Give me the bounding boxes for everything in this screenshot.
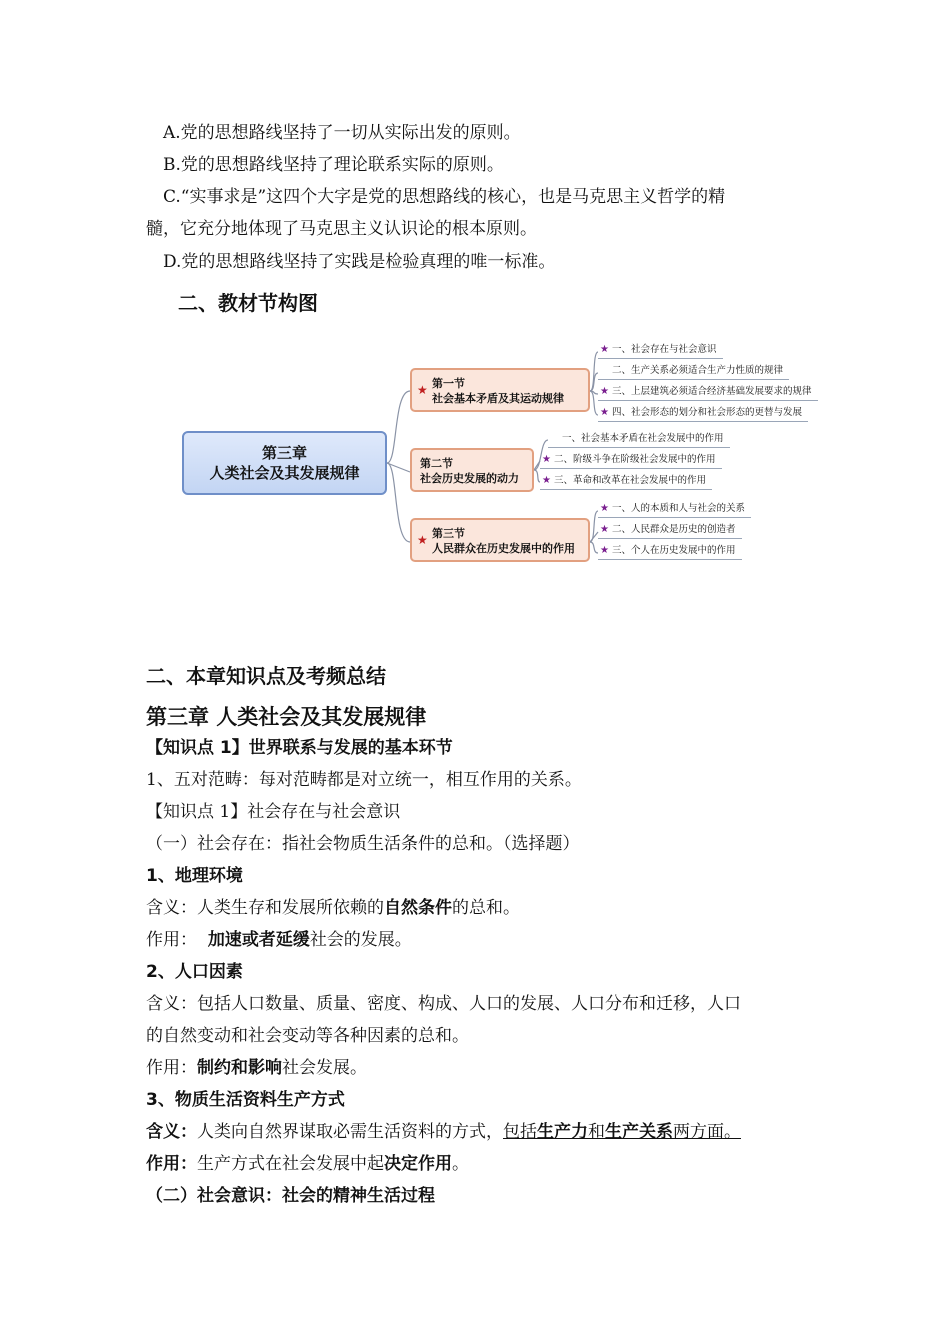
- root-line1: 第三章: [261, 444, 307, 462]
- geo-meaning-pre: 含义：人类生存和发展所依赖的: [146, 898, 384, 918]
- leaf-label: 一、人的本质和人与社会的关系: [612, 503, 746, 514]
- leaf-3-2: [598, 523, 742, 539]
- star-icon: ★: [542, 454, 551, 465]
- geo-use-post: 社会的发展。: [309, 930, 412, 950]
- star-icon: ★: [600, 524, 609, 535]
- star-icon: ★: [600, 503, 609, 514]
- leaf-label: 二、阶级斗争在阶级社会发展中的作用: [554, 454, 716, 465]
- prod-use: [146, 1152, 469, 1176]
- geo-meaning-post: 的总和。: [452, 898, 520, 918]
- section-2-line1: 第二节: [420, 457, 453, 470]
- pop-use-post: 社会发展。: [282, 1058, 367, 1078]
- geo-use: [146, 928, 412, 952]
- star-icon: ★: [417, 533, 428, 547]
- section-1-line1: 第一节: [432, 377, 465, 390]
- leaf-label: 一、社会存在与社会意识: [612, 344, 717, 355]
- leaf-label: 四、社会形态的划分和社会形态的更替与发展: [612, 407, 803, 418]
- geo-use-mid: 或者: [241, 930, 276, 950]
- prod-meaning-u1: 包括: [503, 1122, 537, 1142]
- social-consciousness-line: （二）社会意识：社会的精神生活过程: [146, 1186, 435, 1206]
- pop-use-bold: 制约和影响: [197, 1058, 282, 1078]
- root-line2: 人类社会及其发展规律: [209, 464, 360, 482]
- section-2: [410, 448, 534, 492]
- option-a: A.党的思想路线坚持了一切从实际出发的原则。: [163, 123, 521, 143]
- prod-use-bold: 决定作用: [384, 1154, 452, 1174]
- leaf-2-1: [548, 432, 730, 448]
- geo-meaning: [146, 896, 520, 920]
- section-1-line2: 社会基本矛盾及其运动规律: [432, 392, 564, 405]
- geo-use-pre: 作用：: [146, 930, 208, 950]
- leaf-1-3: [598, 385, 818, 401]
- star-icon: ★: [542, 475, 551, 486]
- leaf-label: 一、社会基本矛盾在社会发展中的作用: [562, 433, 724, 444]
- leaf-3-3: [598, 544, 742, 560]
- leaf-1-4: [598, 406, 808, 422]
- prod-meaning-u2: 和: [588, 1122, 605, 1142]
- leaf-1-2: [598, 364, 789, 380]
- leaf-label: 三、个人在历史发展中的作用: [612, 545, 736, 556]
- kp1-line: 1、五对范畴：每对范畴都是对立统一，相互作用的关系。: [146, 770, 582, 790]
- star-icon: ★: [417, 383, 428, 397]
- prod-meaning: [146, 1120, 741, 1144]
- section-3-line1: 第三节: [432, 527, 465, 540]
- pop-meaning-1: 含义：包括人口数量、质量、密度、构成、人口的发展、人口分布和迁移，人口: [146, 994, 741, 1014]
- prod-title: 3、物质生活资料生产方式: [146, 1090, 345, 1110]
- geo-title: 1、地理环境: [146, 866, 243, 886]
- geo-use-bold2: 延缓: [275, 930, 310, 950]
- chapter-mind-map: [178, 336, 838, 568]
- kp2-title: 【知识点 1】社会存在与社会意识: [146, 802, 401, 822]
- mind-map-root: [182, 431, 387, 495]
- prod-meaning-label: 含义：: [146, 1122, 197, 1142]
- option-c-line1: C.“实事求是”这四个大字是党的思想路线的核心，也是马克思主义哲学的精: [163, 187, 726, 207]
- leaf-2-3: [540, 474, 712, 490]
- section-2-line2: 社会历史发展的动力: [420, 472, 519, 485]
- prod-meaning-text: 人类向自然界谋取必需生活资料的方式，: [197, 1122, 503, 1142]
- leaf-label: 三、上层建筑必须适合经济基础发展要求的规律: [612, 386, 812, 397]
- section-3: [410, 518, 590, 562]
- geo-use-bold1: 加速: [207, 930, 242, 950]
- leaf-label: 三、革命和改革在社会发展中的作用: [554, 475, 707, 486]
- prod-meaning-u3: 两方面。: [673, 1122, 741, 1142]
- star-icon: ★: [600, 386, 609, 397]
- prod-use-post: 。: [452, 1154, 469, 1174]
- social-existence-line: （一）社会存在：指社会物质生活条件的总和。（选择题）: [146, 834, 580, 854]
- option-b: B.党的思想路线坚持了理论联系实际的原则。: [163, 155, 504, 175]
- pop-use: [146, 1056, 367, 1080]
- leaf-2-2: [540, 453, 722, 469]
- prod-meaning-ub2: 生产关系: [605, 1122, 673, 1142]
- section-1: [410, 368, 590, 412]
- prod-use-label: 作用：: [146, 1154, 197, 1174]
- heading-map: 二、教材节构图: [178, 291, 318, 315]
- geo-meaning-bold: 自然条件: [384, 898, 452, 918]
- star-icon: ★: [600, 407, 609, 418]
- leaf-label: 二、人民群众是历史的创造者: [612, 524, 736, 535]
- pop-title: 2、人口因素: [146, 962, 243, 982]
- option-c-line2: 髓，它充分地体现了马克思主义认识论的根本原则。: [146, 219, 537, 239]
- section-3-line2: 人民群众在历史发展中的作用: [432, 542, 575, 555]
- prod-meaning-ub1: 生产力: [537, 1122, 588, 1142]
- star-icon: ★: [600, 344, 609, 355]
- pop-meaning-2: 的自然变动和社会变动等各种因素的总和。: [146, 1026, 469, 1046]
- prod-use-text: 生产方式在社会发展中起: [197, 1154, 384, 1174]
- chapter-title: 第三章 人类社会及其发展规律: [146, 705, 427, 729]
- leaf-1-1: [598, 343, 723, 359]
- leaf-3-1: [598, 502, 751, 518]
- pop-use-pre: 作用：: [146, 1058, 197, 1078]
- option-d: D.党的思想路线坚持了实践是检验真理的唯一标准。: [163, 252, 556, 272]
- star-icon: ★: [600, 545, 609, 556]
- heading-summary: 二、本章知识点及考频总结: [146, 664, 386, 688]
- kp1-title: 【知识点 1】世界联系与发展的基本环节: [146, 738, 453, 758]
- leaf-label: 二、生产关系必须适合生产力性质的规律: [612, 365, 784, 376]
